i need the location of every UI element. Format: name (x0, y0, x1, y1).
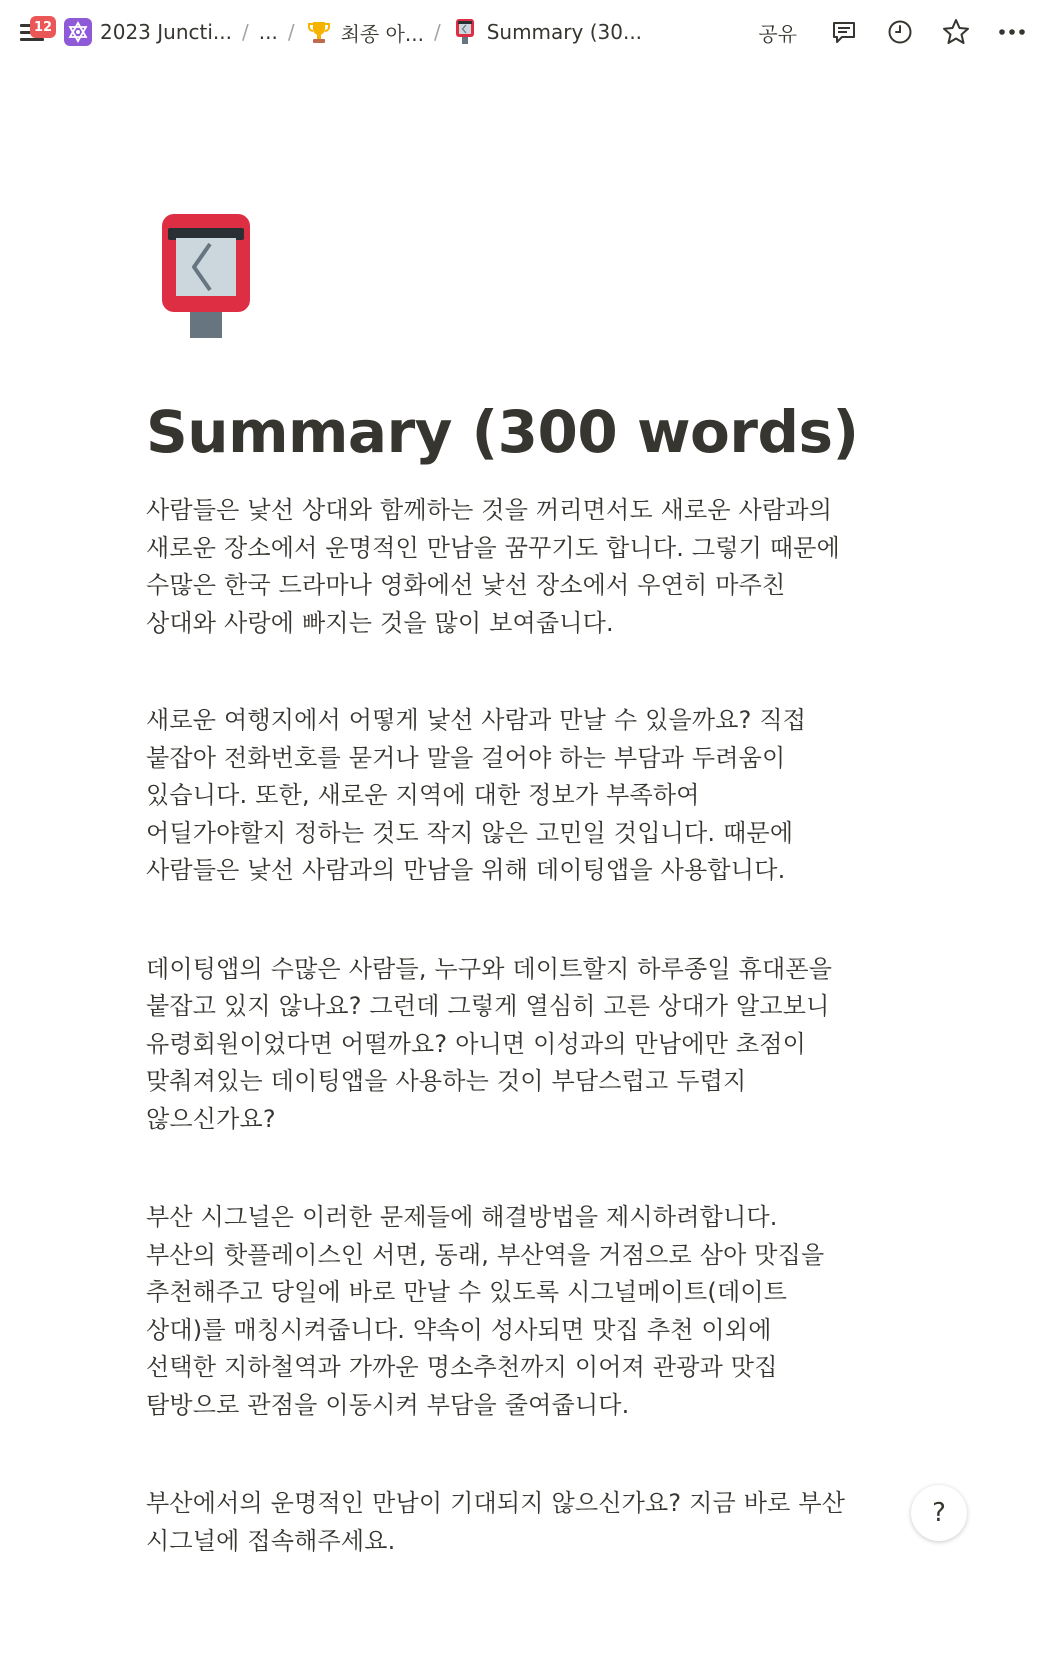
page-title[interactable]: Summary (300 words) (146, 398, 859, 466)
top-bar (0, 0, 1043, 64)
postbox-icon (451, 18, 479, 46)
breadcrumb-label: Summary (30... (486, 20, 643, 44)
breadcrumb-item-workspace[interactable] (58, 14, 238, 50)
notification-badge: 12 (30, 16, 56, 38)
breadcrumb-label: 최종 아... (340, 21, 424, 46)
breadcrumb-item-final[interactable] (299, 14, 430, 51)
more-icon (997, 17, 1027, 47)
breadcrumb-label: 2023 Juncti... (100, 20, 232, 44)
page-icon[interactable] (160, 214, 252, 338)
comment-button[interactable] (827, 15, 861, 49)
more-button[interactable] (995, 15, 1029, 49)
trophy-icon (305, 18, 333, 46)
breadcrumb-separator: / (287, 20, 295, 44)
text-block[interactable]: 부산에서의 운명적인 만남이 기대되지 않으신가요? 지금 바로 부산 시그널에 접속해주세요. (146, 1489, 846, 1555)
favorite-button[interactable] (939, 15, 973, 49)
postbox-icon (160, 214, 252, 338)
text-block[interactable]: 데이팅앱의 수많은 사람들, 누구와 데이트할지 하루종일 휴대폰을 붙잡고 있지 않나요? 그런데 그렇게 열심히 고른 상대가 알고보니 유령회원이었다면 어떨까요? 아니면 이성과의 만남에만 초점이 맞춰져있는 데이팅앱을 사용하는 것이 부담스럽고 두렵지 않으신가요? (146, 954, 833, 1133)
topbar-actions (750, 14, 1029, 51)
updates-button[interactable] (883, 15, 917, 49)
share-button[interactable]: 공유 (758, 21, 797, 46)
breadcrumb-separator: / (433, 20, 441, 44)
help-button[interactable]: ? (911, 1485, 967, 1541)
breadcrumb-label: ... (258, 20, 278, 44)
star-icon (941, 17, 971, 47)
text-block[interactable]: 부산 시그널은 이러한 문제들에 해결방법을 제시하려합니다. 부산의 핫플레이스인 서면, 동래, 부산역을 거점으로 삼아 맛집을 추천해주고 당일에 바로 만날 수 있도록 시그널메이트(데이트 상대)를 매칭시켜줍니다. 약속이 성사되면 맛집 추천 이외에 선택한 지하철역과 가까운 명소추천까지 이어져 관광과 맛집 탐방으로 관점을 이동시켜 부담을 줄여줍니다. (146, 1203, 825, 1419)
breadcrumb-item-collapsed[interactable] (253, 16, 284, 48)
page-content (146, 492, 846, 1621)
comment-icon (830, 18, 858, 46)
clock-icon (886, 18, 914, 46)
breadcrumb-item-current[interactable] (445, 14, 648, 50)
text-block[interactable]: 사람들은 낯선 상대와 함께하는 것을 꺼리면서도 새로운 사람과의 새로운 장소에서 운명적인 만남을 꿈꾸기도 합니다. 그렇기 때문에 수많은 한국 드라마나 영화에선 낯선 장소에서 우연히 마주친 상대와 사랑에 빠지는 것을 많이 보여줍니다. (146, 496, 840, 637)
breadcrumb (58, 14, 648, 51)
text-block[interactable]: 새로운 여행지에서 어떻게 낯선 사람과 만날 수 있을까요? 직접 붙잡아 전화번호를 묻거나 말을 걸어야 하는 부담과 두려움이 있습니다. 또한, 새로운 지역에 대한 정보가 부족하여 어딜가야할지 정하는 것도 작지 않은 고민일 것입니다. 때문에 사람들은 낯선 사람과의 만남을 위해 데이팅앱을 사용합니다. (146, 706, 807, 884)
breadcrumb-separator: / (241, 20, 249, 44)
sidebar-toggle-button[interactable] (14, 14, 53, 50)
atom-icon (64, 18, 92, 46)
